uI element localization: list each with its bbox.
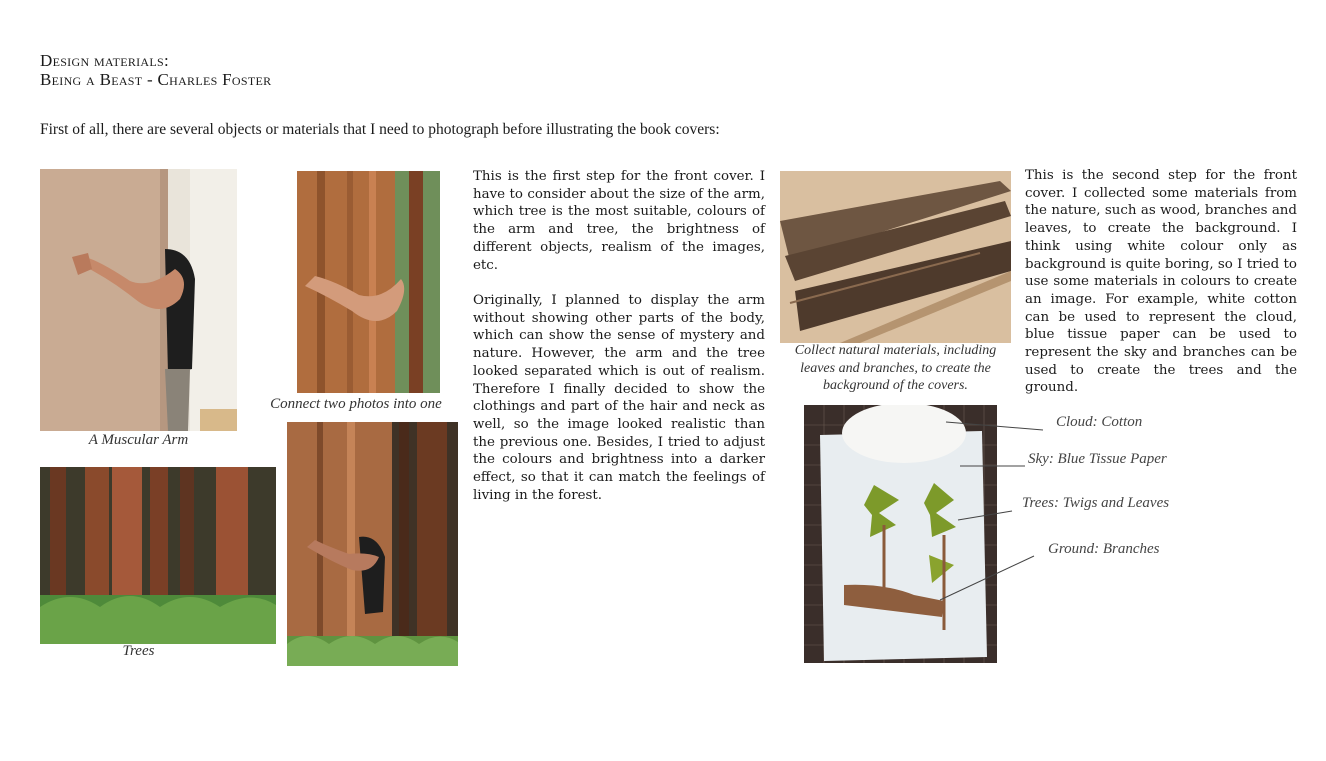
- title-line-2: Being a Beast - Charles Foster: [40, 70, 272, 89]
- caption-arm: A Muscular Arm: [88, 432, 189, 448]
- intro-text: First of all, there are several objects or materials that I need to photograph before illustrating the book covers:: [40, 121, 720, 138]
- paragraph-second-step: This is the second step for the front cover. I collected some materials from the nature, such as wood, branches and leaves, to create the background. I think using white colour only as background is quite boring, so I tried to use some materials in colours to create an image. For example, white cotton can be used to represent the cloud, blue tissue paper can be used to represent the sky and branches can be used to create the trees and the ground.: [1025, 168, 1297, 396]
- caption-trees: Trees: [122, 643, 155, 659]
- title-line-1: Design materials:: [40, 51, 170, 70]
- paragraph-first-step: This is the first step for the front cover. I have to consider about the size of the arm, which tree is the most suitable, colours of the arm and tree, the brightness of different objects, realism of the images, etc.: [473, 169, 765, 273]
- label-trees: Trees: Twigs and Leaves: [1022, 495, 1170, 511]
- caption-connect: Connect two photos into one: [270, 396, 442, 412]
- paragraph-originally: Originally, I planned to display the arm without showing other parts of the body, which can show the sense of mystery and nature. However, the arm and the tree looked separated which is out of realism. Therefore I finally decided to show the clothings and part of the hair and neck as well, so the image looked realistic than the previous one. Besides, I tried to adjust the colours and brightness into a darker effect, so that it can match the feelings of living in the forest.: [473, 293, 765, 503]
- label-sky: Sky: Blue Tissue Paper: [1028, 451, 1167, 467]
- label-cloud: Cloud: Cotton: [1056, 414, 1143, 430]
- caption-natural: Collect natural materials, including leaves and branches, to create the background of the covers.: [794, 343, 997, 393]
- label-ground: Ground: Branches: [1048, 541, 1160, 557]
